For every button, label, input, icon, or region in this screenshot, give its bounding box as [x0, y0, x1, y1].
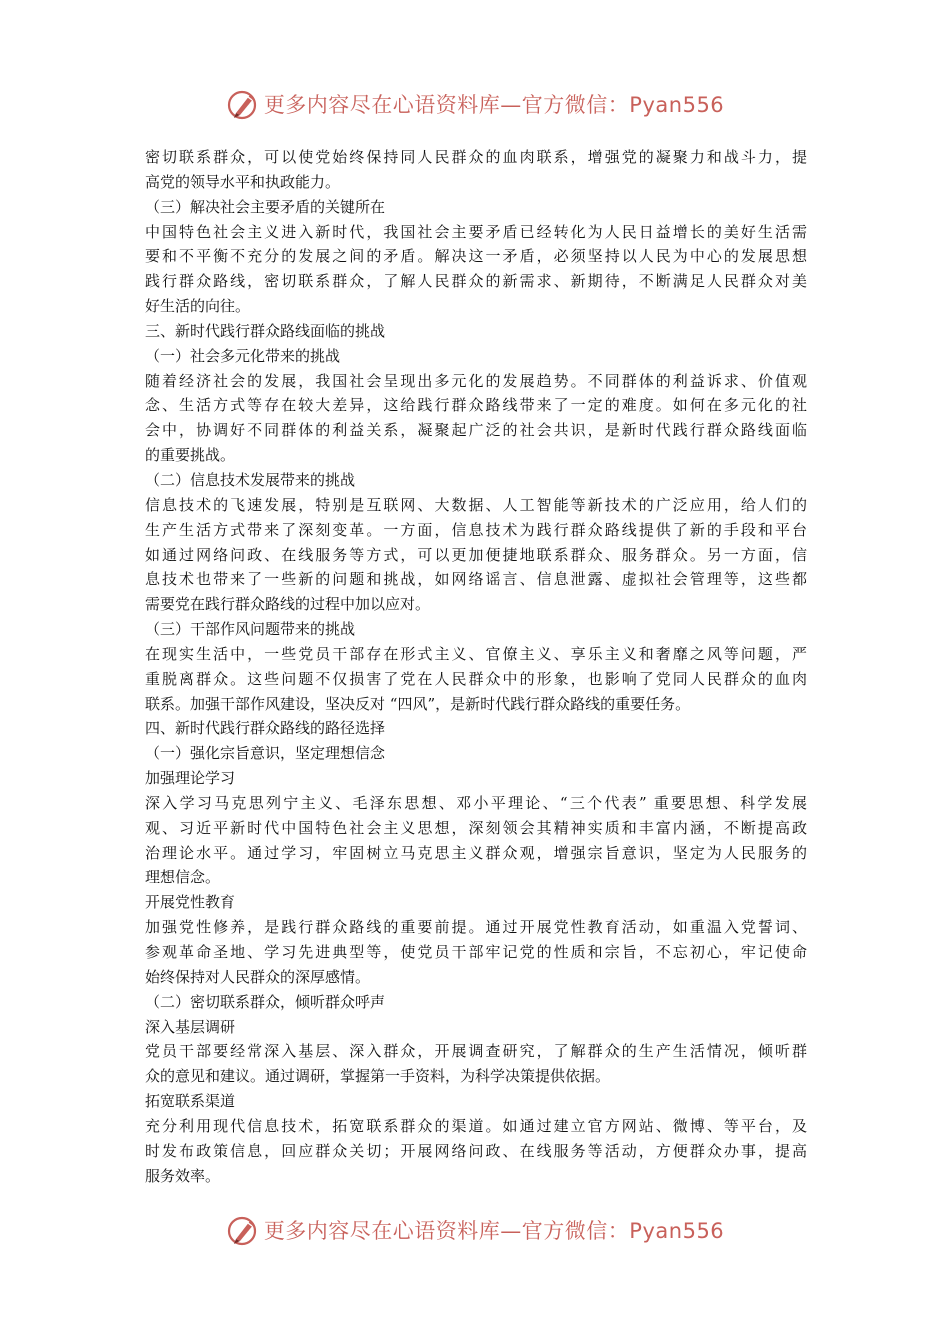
paragraph-line: 念、生活方式等存在较大差异，这给践行群众路线带来了一定的难度。如何在多元化的社 — [145, 396, 807, 415]
paragraph-line: 服务效率。 — [145, 1166, 221, 1185]
section-heading: 加强理论学习 — [145, 769, 236, 788]
section-heading: 四、新时代践行群众路线的路径选择 — [145, 719, 386, 738]
paragraph-line: 需要党在践行群众路线的过程中加以应对。 — [145, 595, 431, 614]
paragraph-line: 随着经济社会的发展，我国社会呈现出多元化的发展趋势。不同群体的利益诉求、价值观 — [145, 371, 807, 390]
paragraph-line: 参观革命圣地、学习先进典型等，使党员干部牢记党的性质和宗旨，不忘初心，牢记使命 — [145, 943, 807, 961]
section-heading: （一）社会多元化带来的挑战 — [145, 346, 341, 365]
section-heading: 深入基层调研 — [145, 1017, 236, 1036]
section-heading: 开展党性教育 — [145, 893, 236, 912]
paragraph-line: 高党的领导水平和执政能力。 — [145, 172, 341, 191]
section-heading: （二）信息技术发展带来的挑战 — [145, 470, 356, 489]
paragraph-line: 信息技术的飞速发展，特别是互联网、大数据、人工智能等新技术的广泛应用，给人们的 — [145, 495, 807, 514]
paragraph-line: 联系。加强干部作风建设，坚决反对 “四风”，是新时代践行群众路线的重要任务。 — [145, 694, 691, 713]
paragraph-line: 生产生活方式带来了深刻变革。一方面，信息技术为践行群众路线提供了新的手段和平台 — [145, 520, 807, 539]
paragraph-line: 理想信念。 — [145, 868, 221, 887]
paragraph-line: 践行群众路线，密切联系群众，了解人民群众的新需求、新期待，不断满足人民群众对美 — [145, 272, 807, 291]
header-banner — [0, 84, 950, 124]
paragraph-line: 观、习近平新时代中国特色社会主义思想，深刻领会其精神实质和丰富内涵，不断提高政 — [145, 818, 807, 837]
paragraph-line: 的重要挑战。 — [145, 446, 236, 465]
paragraph-line: 会中，协调好不同群体的利益关系，凝聚起广泛的社会共识，是新时代践行群众路线面临 — [145, 421, 807, 440]
paragraph-line: 加强党性修养，是践行群众路线的重要前提。通过开展党性教育活动，如重温入党誓词、 — [145, 918, 807, 937]
banner-text: 更多内容尽在心语资料库—官方微信：Pyan556 — [263, 1219, 725, 1243]
paragraph-line: 始终保持对人民群众的深厚感情。 — [145, 967, 371, 986]
paragraph-line: 要和不平衡不充分的发展之间的矛盾。解决这一矛盾，必须坚持以人民为中心的发展思想 — [145, 247, 807, 266]
section-heading: （三）干部作风问题带来的挑战 — [145, 620, 356, 639]
paragraph-line: 党员干部要经常深入基层、深入群众，开展调查研究，了解群众的生产生活情况，倾听群 — [145, 1042, 807, 1061]
paragraph-line: 密切联系群众，可以使党始终保持同人民群众的血肉联系，增强党的凝聚力和战斗力，提 — [145, 148, 807, 166]
paragraph-line: 充分利用现代信息技术，拓宽联系群众的渠道。如通过建立官方网站、微博、等平台，及 — [145, 1116, 807, 1135]
document-body — [145, 145, 807, 1188]
footer-banner — [0, 1210, 950, 1250]
section-heading: （一）强化宗旨意识，坚定理想信念 — [145, 744, 386, 763]
section-heading: 三、新时代践行群众路线面临的挑战 — [145, 321, 386, 340]
pen-logo-icon — [226, 87, 260, 121]
paragraph-line: 如通过网络问政、在线服务等方式，可以更加便捷地联系群众、服务群众。另一方面，信 — [145, 545, 807, 564]
section-heading: （三）解决社会主要矛盾的关键所在 — [145, 197, 386, 216]
paragraph-line: 在现实生活中，一些党员干部存在形式主义、官僚主义、享乐主义和奢靡之风等问题，严 — [145, 644, 807, 663]
section-heading: 拓宽联系渠道 — [145, 1092, 236, 1111]
paragraph-line: 好生活的向往。 — [145, 297, 251, 316]
paragraph-line: 中国特色社会主义进入新时代，我国社会主要矛盾已经转化为人民日益增长的美好生活需 — [145, 222, 807, 241]
paragraph-line: 息技术也带来了一些新的问题和挑战，如网络谣言、信息泄露、虚拟社会管理等，这些都 — [145, 570, 807, 589]
section-heading: （二）密切联系群众，倾听群众呼声 — [145, 992, 386, 1011]
paragraph-line: 深入学习马克思列宁主义、毛泽东思想、邓小平理论、“三个代表” 重要思想、科学发展 — [145, 793, 807, 812]
paragraph-line: 时发布政策信息，回应群众关切；开展网络问政、在线服务等活动，方便群众办事，提高 — [145, 1141, 807, 1160]
pen-logo-icon — [226, 1213, 260, 1247]
paragraph-line: 治理论水平。通过学习，牢固树立马克思主义群众观，增强宗旨意识，坚定为人民服务的 — [145, 843, 807, 862]
banner-text: 更多内容尽在心语资料库—官方微信：Pyan556 — [263, 93, 725, 117]
paragraph-line: 众的意见和建议。通过调研，掌握第一手资料，为科学决策提供依据。 — [145, 1067, 611, 1086]
paragraph-line: 重脱离群众。这些问题不仅损害了党在人民群众中的形象，也影响了党同人民群众的血肉 — [145, 669, 807, 688]
